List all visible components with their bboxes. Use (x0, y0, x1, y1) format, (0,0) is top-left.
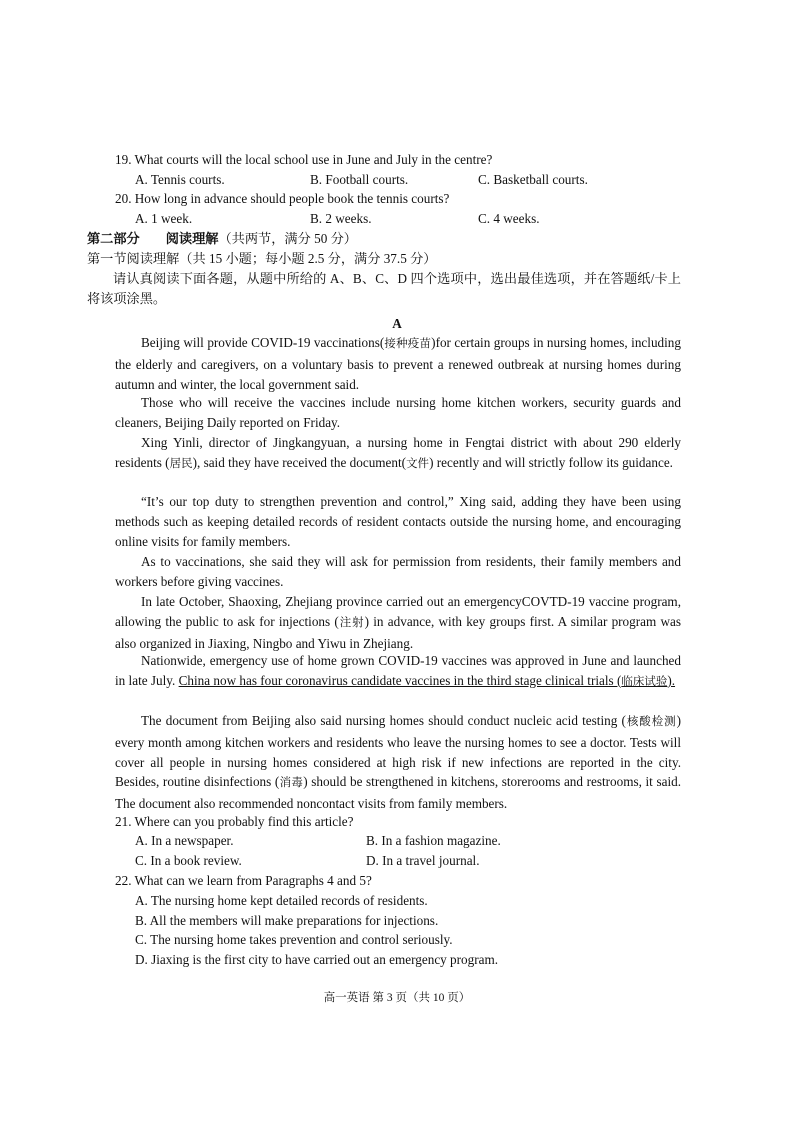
question-22-option-c: C. The nursing home takes prevention and control seriously. (135, 932, 453, 947)
question-20-option-b: B. 2 weeks. (310, 211, 372, 226)
chinese-gloss: 消毒 (279, 777, 304, 790)
paragraph-text: ) should be strengthened in kitchens, storerooms and restrooms, it said. The document also recommended noncontact visits from family members. (115, 774, 681, 812)
paragraph-text: Nationwide, emergency use of home grown COVID-19 vaccines was approved in June and launched in late July. (115, 653, 681, 688)
question-20-option-c: C. 4 weeks. (478, 211, 540, 226)
passage-paragraph-8 (115, 711, 681, 814)
underlined-text: ). (667, 672, 676, 688)
part-label: 第二部分 (87, 231, 140, 246)
paragraph-text: ), said they have received the document( (192, 454, 407, 470)
question-22-stem: 22. What can we learn from Paragraphs 4 and 5? (115, 873, 372, 888)
question-22-option-d: D. Jiaxing is the first city to have carried out an emergency program. (135, 952, 499, 967)
paragraph-text: )for certain groups in nursing homes, including the elderly and caregivers, on a voluntary basis to prevent a renewed outbreak at nursing homes during autumn and winter, the local government said. (115, 335, 681, 392)
underlined-text: China now has four coronavirus candidate vaccines in the third stage clinical trials ( (178, 672, 622, 688)
chinese-gloss: 接种疫苗 (384, 338, 432, 350)
part-info: （共两节，满分 50 分） (218, 231, 357, 246)
question-21-option-b: B. In a fashion magazine. (366, 833, 501, 848)
passage-paragraph-4: “It’s our top duty to strengthen prevention and control,” Xing said, adding they have been using methods such as keeping detailed records of resident contacts outside the nursing home, and encouraging online visits for family members. (115, 494, 681, 549)
passage-paragraph-5: As to vaccinations, she said they will ask for permission from residents, their family members and workers before giving vaccines. (115, 554, 681, 589)
paragraph-text: Xing Yinli, director of Jingkangyuan, a nursing home in Fengtai district with about 290 elderly residents ( (115, 435, 681, 470)
section-heading: 第一节阅读理解（共 15 小题；每小题 2.5 分，满分 37.5 分） (87, 251, 437, 266)
question-19-option-b: B. Football courts. (310, 172, 409, 187)
paragraph-text: In late October, Shaoxing, Zhejiang province carried out an emergencyCOVTD-19 vaccine program, allowing the public to ask for injections ( (115, 594, 681, 629)
question-20-stem: 20. How long in advance should people book the tennis courts? (115, 191, 450, 206)
question-22-option-a: A. The nursing home kept detailed records of residents. (135, 893, 428, 908)
question-20-option-a: A. 1 week. (135, 211, 193, 226)
chinese-gloss: 文件 (406, 457, 430, 470)
part-heading (87, 229, 357, 249)
part-title: 阅读理解 (165, 231, 219, 246)
question-21-option-d: D. In a travel journal. (366, 853, 480, 868)
underlined-sentence (179, 673, 675, 688)
question-19-stem: 19. What courts will the local school use in June and July in the centre? (115, 152, 493, 167)
question-21-option-c: C. In a book review. (135, 853, 242, 868)
passage-paragraph-1 (115, 333, 681, 394)
passage-paragraph-2: Those who will receive the vaccines include nursing home kitchen workers, security guards and cleaners, Beijing Daily reported on Friday. (115, 395, 681, 430)
chinese-gloss: 核酸检测 (625, 716, 677, 728)
passage-paragraph-7 (115, 651, 681, 693)
paragraph-text: ) in advance, with key groups first. A similar program was also organized in Jiaxing, Ningbo and Yiwu in Zhejiang. (115, 613, 681, 651)
paragraph-text: ) every month among kitchen workers and residents who leave the nursing homes to see a doctor. Tests will cover all people in nursing homes considered at high risk if new infections are reported in the city. Besides, routine disinfections ( (115, 713, 682, 790)
chinese-gloss: 临床试验 (621, 675, 668, 688)
question-22-option-b: B. All the members will make preparations for injections. (135, 913, 439, 928)
paragraph-text: ) recently and will strictly follow its guidance. (429, 454, 673, 470)
page-footer: 高一英语 第 3 页（共 10 页） (323, 992, 471, 1004)
instruction-text: 请认真阅读下面各题，从题中所给的 A、B、C、D 四个选项中，选出最佳选项，并在答题纸/卡上将该项涂黑。 (87, 271, 681, 306)
chinese-gloss: 注射 (338, 616, 365, 629)
passage-paragraph-6 (115, 592, 681, 653)
chinese-gloss: 居民 (169, 457, 193, 470)
question-21-option-a: A. In a newspaper. (135, 833, 234, 848)
paragraph-text: Beijing will provide COVID-19 vaccinations( (141, 335, 385, 350)
question-19-option-a: A. Tennis courts. (135, 172, 225, 187)
passage-paragraph-3 (115, 433, 681, 475)
question-19-option-c: C. Basketball courts. (478, 172, 588, 187)
passage-label: A (392, 316, 402, 331)
question-21-stem: 21. Where can you probably find this article? (115, 814, 354, 829)
paragraph-text: The document from Beijing also said nursing homes should conduct nucleic acid testing ( (141, 713, 626, 728)
